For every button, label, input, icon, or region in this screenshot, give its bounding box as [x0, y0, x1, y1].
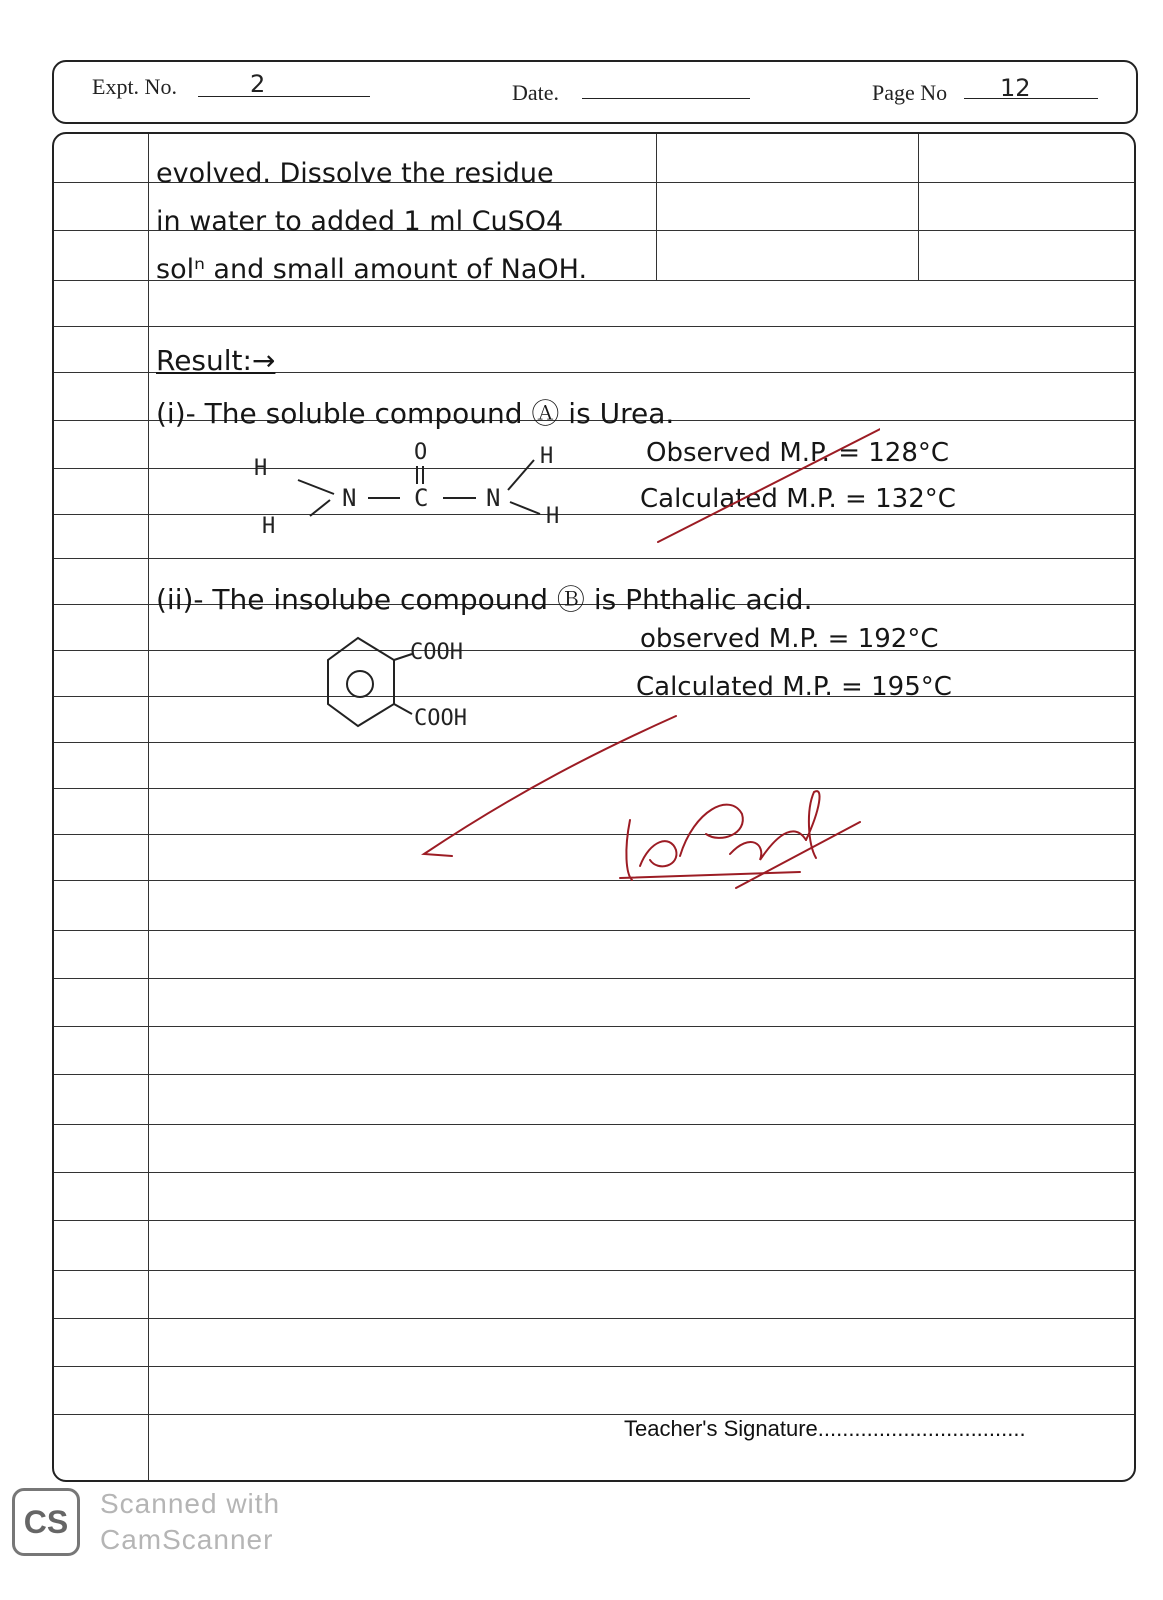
rule-line	[54, 930, 1134, 931]
page-no-line	[964, 98, 1098, 99]
phthalic-cooh-top: COOH	[410, 640, 463, 665]
expt-no-label: Expt. No.	[92, 74, 177, 99]
date-line	[582, 98, 750, 99]
watermark-line-1: Scanned with	[100, 1488, 281, 1519]
rule-line	[54, 1318, 1134, 1319]
watermark-line-2: CamScanner	[100, 1524, 274, 1555]
rule-line	[54, 326, 1134, 327]
page-no-label: Page No	[872, 80, 948, 105]
urea-carbon: C	[414, 484, 429, 512]
urea-h-bottom-right: H	[546, 504, 560, 529]
rule-line	[54, 978, 1134, 979]
date-label: Date.	[512, 80, 560, 105]
rule-line	[54, 1220, 1134, 1221]
urea-oxygen: O	[414, 440, 428, 465]
procedure-line-3: solⁿ and small amount of NaOH.	[156, 254, 588, 285]
result-1-observed: Observed M.P. = 128°C	[646, 438, 950, 468]
header-box	[52, 60, 1138, 124]
rule-line	[54, 1270, 1134, 1271]
rule-line	[54, 1026, 1134, 1027]
result-heading: Result:→	[156, 344, 276, 377]
procedure-line-2: in water to added 1 ml CuSO4	[156, 206, 564, 237]
teacher-signature-mark	[610, 770, 880, 900]
result-2-statement: (ii)- The insolube compound Ⓑ is Phthalic acid.	[156, 583, 813, 616]
page-no-value: 12	[1000, 74, 1031, 102]
teacher-signature-label: Teacher's Signature..................................	[624, 1416, 1026, 1441]
expt-no-value: 2	[250, 70, 266, 98]
urea-h-top-left: H	[254, 456, 268, 481]
rule-line	[54, 1366, 1134, 1367]
column-divider	[656, 134, 657, 280]
rule-line	[54, 1414, 1134, 1415]
urea-n-left: N	[342, 484, 357, 512]
margin-line	[148, 134, 149, 1480]
rule-line	[54, 1124, 1134, 1125]
rule-line	[54, 1172, 1134, 1173]
result-2-calculated: Calculated M.P. = 195°C	[636, 672, 952, 702]
rule-line	[54, 1074, 1134, 1075]
phthalic-cooh-bottom: COOH	[414, 706, 467, 731]
urea-n-right: N	[486, 484, 501, 512]
column-divider	[918, 134, 919, 280]
result-2-observed: observed M.P. = 192°C	[640, 624, 939, 654]
procedure-line-1: evolved. Dissolve the residue	[156, 158, 554, 189]
urea-h-top-right: H	[540, 444, 554, 469]
result-1-statement: (i)- The soluble compound Ⓐ is Urea.	[156, 397, 675, 430]
camscanner-logo: CS	[12, 1488, 80, 1556]
expt-no-line	[198, 96, 370, 97]
result-1-calculated: Calculated M.P. = 132°C	[640, 484, 956, 514]
urea-h-bottom-left: H	[262, 514, 276, 539]
